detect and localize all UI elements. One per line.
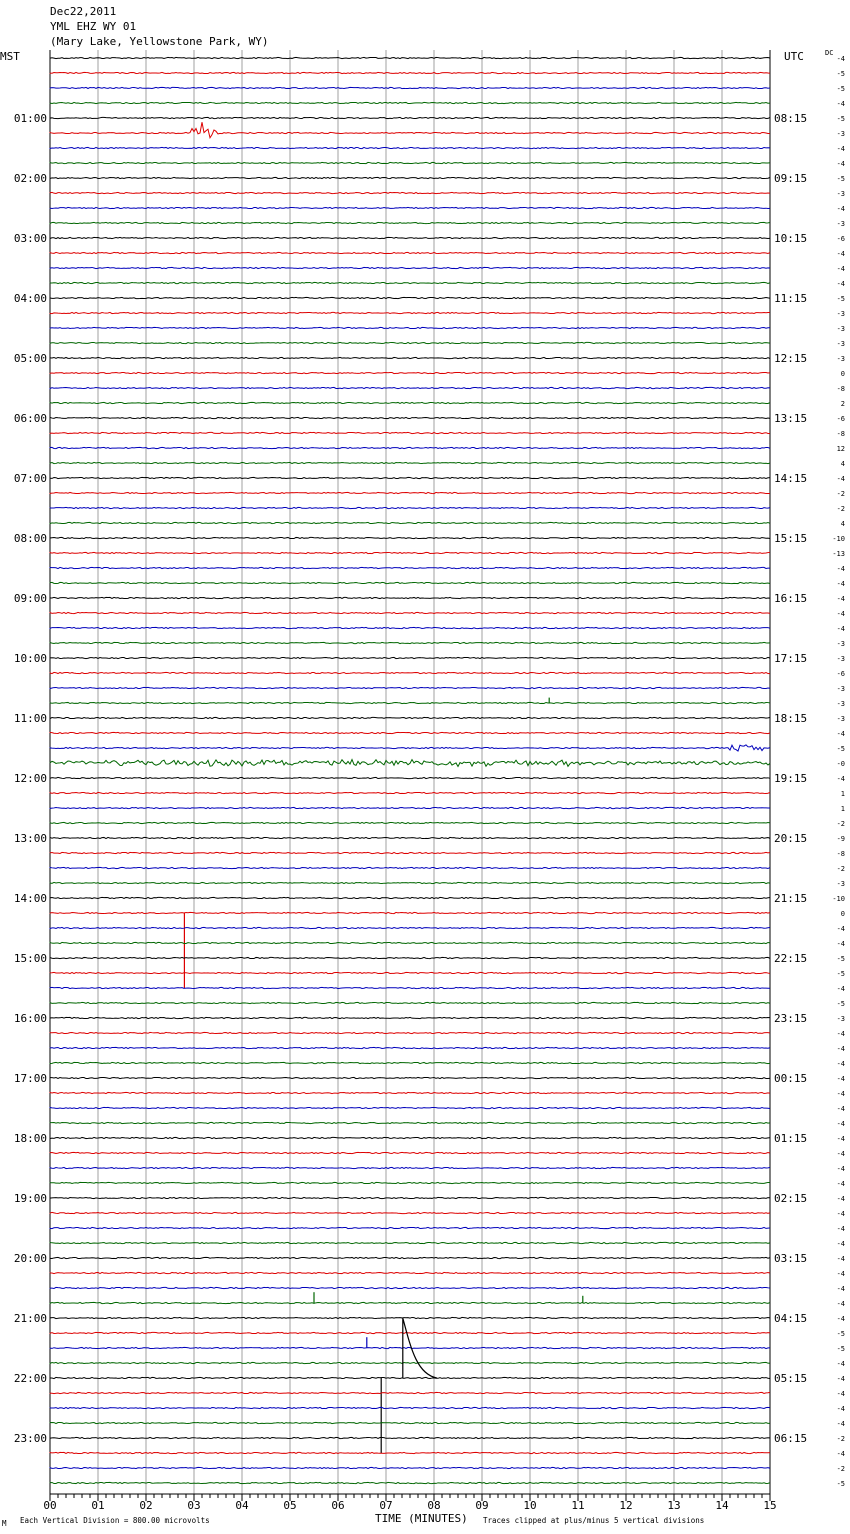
trace-line bbox=[50, 687, 770, 688]
dc-offset-label: -3 bbox=[836, 130, 845, 138]
dc-offset-label: -3 bbox=[836, 310, 845, 318]
dc-offset-label: -2 bbox=[836, 820, 845, 828]
dc-offset-label: -5 bbox=[836, 1330, 845, 1338]
dc-offset-label: -5 bbox=[836, 70, 845, 78]
left-hour-label: 14:00 bbox=[13, 892, 47, 905]
dc-offset-label: -4 bbox=[836, 145, 845, 153]
dc-offset-label: -4 bbox=[836, 1420, 845, 1428]
trace-line bbox=[50, 612, 770, 613]
left-hour-label: 03:00 bbox=[13, 232, 47, 245]
right-hour-label: 09:15 bbox=[774, 172, 808, 185]
trace-line bbox=[50, 492, 770, 493]
trace-line bbox=[50, 1092, 770, 1093]
trace-line bbox=[50, 1392, 770, 1393]
left-hour-label: 02:00 bbox=[13, 172, 47, 185]
right-hour-label: 10:15 bbox=[774, 232, 808, 245]
trace-line bbox=[50, 1467, 770, 1468]
dc-offset-label: -4 bbox=[836, 1075, 845, 1083]
clip-note: Traces clipped at plus/minus 5 vertical divisions bbox=[483, 1516, 705, 1525]
dc-offset-label: -3 bbox=[836, 655, 845, 663]
right-hour-label: 00:15 bbox=[774, 1072, 808, 1085]
x-tick-label: 05 bbox=[283, 1499, 297, 1512]
right-hour-label: 15:15 bbox=[774, 532, 808, 545]
right-hour-label: 16:15 bbox=[774, 592, 808, 605]
dc-offset-label: -2 bbox=[836, 1465, 845, 1473]
left-tz-label: MST bbox=[0, 50, 20, 63]
trace-line bbox=[50, 417, 770, 418]
left-hour-label: 22:00 bbox=[13, 1372, 47, 1385]
trace-line bbox=[50, 1152, 770, 1153]
dc-offset-label: -6 bbox=[836, 235, 845, 243]
dc-offset-label: -3 bbox=[836, 700, 845, 708]
trace-line bbox=[50, 792, 770, 793]
dc-offset-label: -4 bbox=[836, 1300, 845, 1308]
dc-offset-label: -3 bbox=[836, 340, 845, 348]
dc-offset-label: -9 bbox=[836, 835, 845, 843]
dc-offset-label: -5 bbox=[836, 970, 845, 978]
dc-offset-label: -2 bbox=[836, 1435, 845, 1443]
trace-line bbox=[50, 327, 770, 328]
trace-line bbox=[50, 702, 770, 703]
dc-offset-label: -3 bbox=[836, 190, 845, 198]
dc-offset-label: 4 bbox=[840, 520, 845, 528]
dc-offset-label: -5 bbox=[836, 745, 845, 753]
trace-line bbox=[50, 1122, 770, 1123]
trace-line bbox=[50, 1077, 770, 1078]
right-hour-label: 05:15 bbox=[774, 1372, 808, 1385]
left-hour-label: 06:00 bbox=[13, 412, 47, 425]
trace-line bbox=[50, 912, 770, 913]
dc-offset-label: -5 bbox=[836, 1345, 845, 1353]
left-hour-label: 10:00 bbox=[13, 652, 47, 665]
trace-line bbox=[50, 297, 770, 298]
x-tick-label: 09 bbox=[475, 1499, 489, 1512]
trace-line bbox=[50, 1347, 770, 1348]
dc-offset-label: 4 bbox=[840, 460, 845, 468]
trace-line bbox=[50, 597, 770, 598]
dc-offset-label: -6 bbox=[836, 415, 845, 423]
dc-offset-label: -4 bbox=[836, 1180, 845, 1188]
trace-line bbox=[50, 72, 770, 73]
left-hour-label: 08:00 bbox=[13, 532, 47, 545]
trace-line bbox=[50, 1107, 770, 1108]
dc-offset-label: -5 bbox=[836, 295, 845, 303]
left-hour-label: 09:00 bbox=[13, 592, 47, 605]
left-hour-label: 11:00 bbox=[13, 712, 47, 725]
trace-line bbox=[50, 552, 770, 553]
dc-offset-label: 1 bbox=[840, 805, 845, 813]
trace-line bbox=[50, 567, 770, 568]
trace-line bbox=[50, 807, 770, 808]
trace-line bbox=[50, 1332, 770, 1333]
trace-line bbox=[50, 1362, 770, 1363]
dc-offset-label: -4 bbox=[836, 1045, 845, 1053]
right-hour-label: 04:15 bbox=[774, 1312, 808, 1325]
left-hour-label: 17:00 bbox=[13, 1072, 47, 1085]
trace-line bbox=[50, 1317, 770, 1318]
corner-mark: M bbox=[2, 1519, 7, 1528]
x-tick-label: 07 bbox=[379, 1499, 393, 1512]
trace-line bbox=[50, 1137, 770, 1138]
right-hour-label: 14:15 bbox=[774, 472, 808, 485]
dc-offset-label: -3 bbox=[836, 880, 845, 888]
dc-offset-label: -4 bbox=[836, 1105, 845, 1113]
dc-offset-label: -4 bbox=[836, 280, 845, 288]
trace-line bbox=[50, 1062, 770, 1063]
scale-note: Each Vertical Division = 800.00 microvolts bbox=[20, 1516, 210, 1525]
trace-line bbox=[50, 1407, 770, 1408]
trace-line bbox=[50, 1482, 770, 1483]
right-hour-label: 18:15 bbox=[774, 712, 808, 725]
trace-line bbox=[50, 1452, 770, 1453]
trace-line bbox=[50, 537, 770, 538]
left-hour-label: 16:00 bbox=[13, 1012, 47, 1025]
left-hour-label: 13:00 bbox=[13, 832, 47, 845]
left-hour-label: 21:00 bbox=[13, 1312, 47, 1325]
dc-offset-label: -4 bbox=[836, 1255, 845, 1263]
trace-line bbox=[50, 732, 770, 733]
left-hour-label: 20:00 bbox=[13, 1252, 47, 1265]
dc-offset-label: -5 bbox=[836, 85, 845, 93]
dc-offset-label: -4 bbox=[836, 580, 845, 588]
trace-line bbox=[50, 1212, 770, 1213]
trace-line bbox=[50, 162, 770, 163]
dc-offset-label: -4 bbox=[836, 1360, 845, 1368]
dc-offset-label: -5 bbox=[836, 1000, 845, 1008]
dc-offset-label: -3 bbox=[836, 640, 845, 648]
trace-line bbox=[50, 342, 770, 343]
trace-line bbox=[50, 777, 770, 778]
dc-offset-label: -5 bbox=[836, 955, 845, 963]
dc-offset-label: -2 bbox=[836, 505, 845, 513]
dc-offset-label: -3 bbox=[836, 685, 845, 693]
left-hour-label: 19:00 bbox=[13, 1192, 47, 1205]
trace-line bbox=[50, 1377, 770, 1378]
x-tick-label: 11 bbox=[571, 1499, 585, 1512]
dc-offset-label: 0 bbox=[840, 370, 845, 378]
header-station: YML EHZ WY 01 bbox=[50, 20, 137, 33]
trace-line bbox=[50, 1437, 770, 1438]
trace-line bbox=[50, 402, 770, 403]
trace-line bbox=[50, 582, 770, 583]
trace-line bbox=[50, 462, 770, 463]
dc-offset-label: 0 bbox=[840, 910, 845, 918]
trace-line bbox=[50, 927, 770, 928]
dc-offset-label: -0 bbox=[836, 760, 845, 768]
trace-line bbox=[50, 387, 770, 388]
trace-line bbox=[50, 897, 770, 898]
trace-line bbox=[50, 1302, 770, 1303]
right-hour-label: 19:15 bbox=[774, 772, 808, 785]
dc-offset-label: -8 bbox=[836, 430, 845, 438]
dc-offset-label: -8 bbox=[836, 385, 845, 393]
trace-line bbox=[50, 522, 770, 523]
trace-line bbox=[50, 672, 770, 673]
trace-line bbox=[50, 1197, 770, 1198]
trace-line bbox=[50, 207, 770, 208]
trace-line bbox=[50, 852, 770, 853]
x-tick-label: 13 bbox=[667, 1499, 681, 1512]
dc-offset-label: -4 bbox=[836, 1195, 845, 1203]
left-hour-label: 07:00 bbox=[13, 472, 47, 485]
header-location: (Mary Lake, Yellowstone Park, WY) bbox=[50, 35, 269, 48]
x-tick-label: 02 bbox=[139, 1499, 153, 1512]
trace-line bbox=[50, 1167, 770, 1168]
right-hour-label: 22:15 bbox=[774, 952, 808, 965]
trace-line bbox=[50, 987, 770, 988]
dc-offset-label: -4 bbox=[836, 1240, 845, 1248]
trace-line bbox=[50, 1287, 770, 1288]
dc-offset-label: -4 bbox=[836, 565, 845, 573]
trace-line bbox=[50, 1257, 770, 1258]
trace-line bbox=[50, 192, 770, 193]
trace-line bbox=[50, 1242, 770, 1243]
right-tz-label: UTC bbox=[784, 50, 804, 63]
trace-line bbox=[50, 222, 770, 223]
x-tick-label: 12 bbox=[619, 1499, 633, 1512]
trace-line bbox=[50, 372, 770, 373]
trace-line bbox=[50, 357, 770, 358]
x-tick-label: 03 bbox=[187, 1499, 201, 1512]
right-hour-label: 20:15 bbox=[774, 832, 808, 845]
dc-offset-label: -4 bbox=[836, 1150, 845, 1158]
left-hour-label: 05:00 bbox=[13, 352, 47, 365]
trace-line bbox=[50, 1017, 770, 1018]
right-hour-label: 01:15 bbox=[774, 1132, 808, 1145]
dc-offset-label: -2 bbox=[836, 865, 845, 873]
trace-line bbox=[50, 1002, 770, 1003]
dc-offset-label: -13 bbox=[832, 550, 845, 558]
left-hour-label: 04:00 bbox=[13, 292, 47, 305]
dc-offset-label: -4 bbox=[836, 205, 845, 213]
dc-offset-label: -4 bbox=[836, 1315, 845, 1323]
dc-label: DC bbox=[825, 49, 834, 57]
trace-line bbox=[50, 760, 770, 767]
dc-offset-label: -5 bbox=[836, 115, 845, 123]
labels bbox=[14, 55, 845, 1512]
dc-offset-label: 1 bbox=[840, 790, 845, 798]
trace-line bbox=[50, 627, 770, 628]
trace-line bbox=[50, 1047, 770, 1048]
trace-line bbox=[50, 1272, 770, 1273]
dc-offset-label: -4 bbox=[836, 610, 845, 618]
dc-offset-label: 2 bbox=[840, 400, 845, 408]
trace-line bbox=[50, 882, 770, 883]
dc-offset-label: -5 bbox=[836, 1480, 845, 1488]
trace-line bbox=[50, 117, 770, 118]
trace-line bbox=[50, 1227, 770, 1228]
trace-line bbox=[50, 507, 770, 508]
x-tick-label: 06 bbox=[331, 1499, 345, 1512]
trace-line bbox=[50, 447, 770, 448]
trace-line bbox=[50, 1422, 770, 1423]
trace-line bbox=[50, 957, 770, 958]
x-axis-title: TIME (MINUTES) bbox=[375, 1512, 468, 1525]
trace-line bbox=[50, 237, 770, 238]
left-hour-label: 12:00 bbox=[13, 772, 47, 785]
x-tick-label: 14 bbox=[715, 1499, 729, 1512]
right-hour-label: 23:15 bbox=[774, 1012, 808, 1025]
trace-line bbox=[50, 122, 770, 137]
dc-offset-label: -4 bbox=[836, 730, 845, 738]
trace-line bbox=[50, 837, 770, 838]
header-date: Dec22,2011 bbox=[50, 5, 117, 18]
dc-offset-label: -10 bbox=[832, 535, 845, 543]
right-hour-label: 02:15 bbox=[774, 1192, 808, 1205]
dc-offset-label: -3 bbox=[836, 325, 845, 333]
trace-line bbox=[50, 1032, 770, 1033]
left-hour-label: 15:00 bbox=[13, 952, 47, 965]
dc-offset-label: -10 bbox=[832, 895, 845, 903]
dc-offset-label: -4 bbox=[836, 1060, 845, 1068]
dc-offset-label: -4 bbox=[836, 1030, 845, 1038]
dc-offset-label: -3 bbox=[836, 355, 845, 363]
dc-offset-label: -4 bbox=[836, 1120, 845, 1128]
right-hour-label: 06:15 bbox=[774, 1432, 808, 1445]
x-tick-label: 01 bbox=[91, 1499, 105, 1512]
right-hour-label: 03:15 bbox=[774, 1252, 808, 1265]
left-hour-label: 01:00 bbox=[13, 112, 47, 125]
right-hour-label: 17:15 bbox=[774, 652, 808, 665]
trace-line bbox=[50, 717, 770, 718]
dc-offset-label: -4 bbox=[836, 1135, 845, 1143]
dc-offset-label: -4 bbox=[836, 250, 845, 258]
dc-offset-label: -4 bbox=[836, 1405, 845, 1413]
trace-line bbox=[50, 102, 770, 103]
trace-line bbox=[50, 822, 770, 823]
x-tick-label: 00 bbox=[43, 1499, 57, 1512]
left-hour-label: 18:00 bbox=[13, 1132, 47, 1145]
right-hour-label: 08:15 bbox=[774, 112, 808, 125]
trace-line bbox=[50, 312, 770, 313]
dc-offset-label: -4 bbox=[836, 775, 845, 783]
dc-offset-label: -4 bbox=[836, 1450, 845, 1458]
trace-line bbox=[50, 87, 770, 88]
trace-line bbox=[50, 57, 770, 58]
dc-offset-label: -4 bbox=[836, 1375, 845, 1383]
dc-offset-label: -4 bbox=[836, 1210, 845, 1218]
trace-line bbox=[50, 972, 770, 973]
dc-offset-label: -4 bbox=[836, 1285, 845, 1293]
right-hour-label: 12:15 bbox=[774, 352, 808, 365]
dc-offset-label: 12 bbox=[836, 445, 845, 453]
x-tick-label: 10 bbox=[523, 1499, 537, 1512]
right-hour-label: 11:15 bbox=[774, 292, 808, 305]
dc-offset-label: -4 bbox=[836, 1165, 845, 1173]
dc-offset-label: -4 bbox=[836, 940, 845, 948]
trace-line bbox=[50, 252, 770, 253]
dc-offset-label: -3 bbox=[836, 220, 845, 228]
trace-line bbox=[50, 147, 770, 148]
trace-line bbox=[50, 657, 770, 658]
trace-line bbox=[50, 642, 770, 643]
dc-offset-label: -4 bbox=[836, 1270, 845, 1278]
dc-offset-label: -4 bbox=[836, 265, 845, 273]
dc-offset-label: -8 bbox=[836, 850, 845, 858]
x-tick-label: 15 bbox=[763, 1499, 777, 1512]
trace-line bbox=[50, 745, 770, 751]
dc-offset-label: -4 bbox=[836, 1390, 845, 1398]
trace-line bbox=[50, 477, 770, 478]
trace-line bbox=[50, 267, 770, 268]
right-hour-label: 21:15 bbox=[774, 892, 808, 905]
dc-offset-label: -3 bbox=[836, 1015, 845, 1023]
dc-offset-label: -3 bbox=[836, 715, 845, 723]
trace-line bbox=[50, 1182, 770, 1183]
dc-offset-label: -4 bbox=[836, 100, 845, 108]
traces bbox=[50, 57, 770, 1483]
dc-offset-label: -4 bbox=[836, 1090, 845, 1098]
dc-offset-label: -4 bbox=[836, 55, 845, 63]
trace-line bbox=[50, 867, 770, 868]
dc-offset-label: -4 bbox=[836, 1225, 845, 1233]
dc-offset-label: -2 bbox=[836, 490, 845, 498]
trace-line bbox=[50, 177, 770, 178]
x-tick-label: 04 bbox=[235, 1499, 249, 1512]
dc-offset-label: -6 bbox=[836, 670, 845, 678]
x-tick-label: 08 bbox=[427, 1499, 441, 1512]
left-hour-label: 23:00 bbox=[13, 1432, 47, 1445]
trace-line bbox=[50, 432, 770, 433]
dc-offset-label: -5 bbox=[836, 175, 845, 183]
trace-line bbox=[50, 942, 770, 943]
right-hour-label: 13:15 bbox=[774, 412, 808, 425]
dc-offset-label: -4 bbox=[836, 625, 845, 633]
dc-offset-label: -4 bbox=[836, 925, 845, 933]
dc-offset-label: -4 bbox=[836, 595, 845, 603]
trace-line bbox=[50, 282, 770, 283]
dc-offset-label: -4 bbox=[836, 160, 845, 168]
dc-offset-label: -4 bbox=[836, 475, 845, 483]
dc-offset-label: -4 bbox=[836, 985, 845, 993]
